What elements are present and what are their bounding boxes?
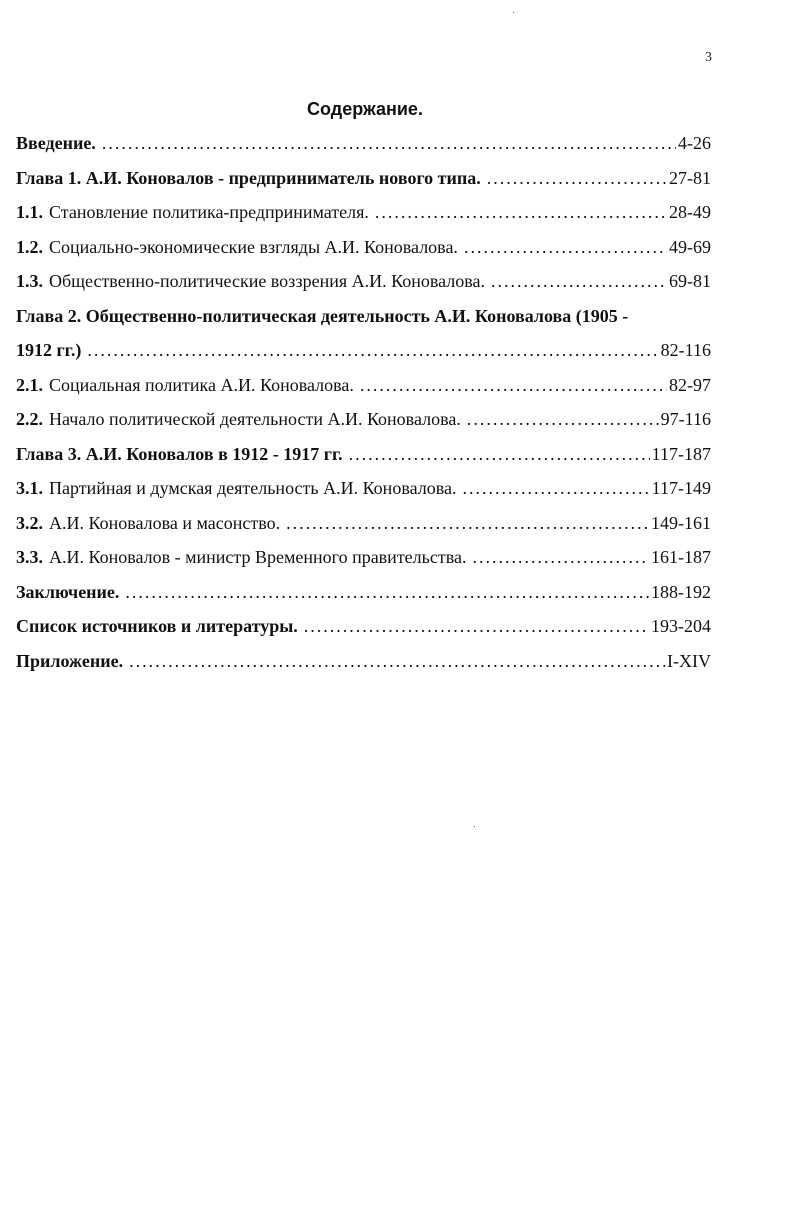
toc-leader-dots	[472, 547, 649, 568]
toc-leader-dots	[102, 133, 676, 154]
toc-leader-dots	[462, 478, 649, 499]
toc-leader-dots	[491, 271, 667, 292]
toc-entry-chapter-2-line-1	[16, 306, 711, 341]
toc-entry-number: 3.2.	[16, 512, 43, 533]
toc-entry-number: 2.1.	[16, 374, 43, 395]
toc-entry-label: Социальная политика А.И. Коновалова.	[49, 374, 354, 395]
toc-entry-section-3-3	[16, 547, 711, 582]
toc-entry-pages: 49-69	[669, 236, 711, 257]
toc-entry-section-3-1	[16, 478, 711, 513]
toc-entry-pages: 188-192	[651, 581, 711, 602]
toc-leader-dots	[304, 616, 649, 637]
toc-entry-section-1-1	[16, 202, 711, 237]
scan-speck	[513, 12, 514, 13]
toc-leader-dots	[360, 375, 667, 396]
toc-leader-dots	[349, 444, 650, 465]
toc-entry-pages: 117-187	[651, 443, 711, 464]
toc-entry-pages: 27-81	[669, 167, 711, 188]
toc-entry-section-1-2	[16, 237, 711, 272]
toc-entry-label: Начало политической деятельности А.И. Коновалова.	[49, 409, 461, 429]
toc-entry-pages: 117-149	[651, 478, 711, 498]
toc-entry-label: Становление политика-предпринимателя.	[49, 202, 369, 222]
toc-entry-pages: 82-97	[669, 374, 711, 395]
toc-entry-number: 1.1.	[16, 202, 43, 222]
toc-entry-label: Общественно-политические воззрения А.И. Коновалова.	[49, 271, 486, 291]
toc-entry-label: Введение.	[16, 133, 96, 153]
toc-entry-pages: 28-49	[669, 202, 711, 222]
toc-entry-chapter-3	[16, 444, 711, 479]
toc-entry-introduction	[16, 133, 711, 168]
toc-leader-dots	[487, 168, 667, 189]
page-title: Содержание.	[307, 99, 423, 119]
toc-entry-section-2-1	[16, 375, 711, 410]
toc-entry-pages: 193-204	[651, 616, 711, 636]
toc-entry-section-2-2	[16, 409, 711, 444]
page-number: 3	[705, 50, 712, 65]
toc-entry-label: Глава 2. Общественно-политическая деятельность А.И. Коновалова (1905 -	[16, 305, 629, 326]
toc-entry-label: 1912 гг.)	[16, 340, 82, 360]
toc-entry-label: Список источников и литературы.	[16, 616, 298, 636]
toc-entry-pages: 97-116	[660, 409, 711, 429]
table-of-contents	[16, 133, 711, 685]
toc-entry-chapter-2	[16, 340, 711, 375]
toc-entry-number: 3.3.	[16, 547, 43, 567]
toc-entry-conclusion	[16, 582, 711, 617]
toc-entry-pages: 161-187	[651, 547, 711, 567]
toc-leader-dots	[467, 409, 659, 430]
toc-leader-dots	[125, 582, 649, 603]
toc-entry-number: 1.3.	[16, 271, 43, 291]
toc-entry-pages: 82-116	[660, 340, 711, 360]
toc-entry-label: Заключение.	[16, 581, 120, 602]
toc-entry-pages: 4-26	[678, 133, 711, 153]
toc-entry-pages: I-XIV	[667, 650, 711, 671]
toc-entry-bibliography	[16, 616, 711, 651]
toc-leader-dots	[286, 513, 649, 534]
toc-entry-appendix	[16, 651, 711, 686]
toc-leader-dots	[464, 237, 667, 258]
toc-entry-label: Партийная и думская деятельность А.И. Коновалова.	[49, 478, 457, 498]
toc-entry-label: Глава 1. А.И. Коновалов - предприниматель нового типа.	[16, 167, 481, 188]
toc-leader-dots	[129, 651, 665, 672]
toc-entry-number: 2.2.	[16, 409, 43, 429]
toc-entry-chapter-1	[16, 168, 711, 203]
toc-entry-number: 1.2.	[16, 236, 43, 257]
toc-entry-label: А.И. Коновалов - министр Временного правительства.	[49, 547, 467, 567]
toc-entry-number: 3.1.	[16, 478, 43, 498]
toc-entry-pages: 149-161	[651, 512, 711, 533]
toc-leader-dots	[375, 202, 667, 223]
toc-entry-section-3-2	[16, 513, 711, 548]
toc-entry-label: А.И. Коновалова и масонство.	[49, 512, 281, 533]
toc-entry-pages: 69-81	[669, 271, 711, 291]
toc-leader-dots	[87, 340, 658, 361]
toc-entry-label: Социально-экономические взгляды А.И. Коновалова.	[49, 236, 458, 257]
toc-entry-section-1-3	[16, 271, 711, 306]
scan-speck	[474, 826, 475, 827]
toc-entry-label: Глава 3. А.И. Коновалов в 1912 - 1917 гг.	[16, 443, 343, 464]
toc-entry-label: Приложение.	[16, 650, 124, 671]
